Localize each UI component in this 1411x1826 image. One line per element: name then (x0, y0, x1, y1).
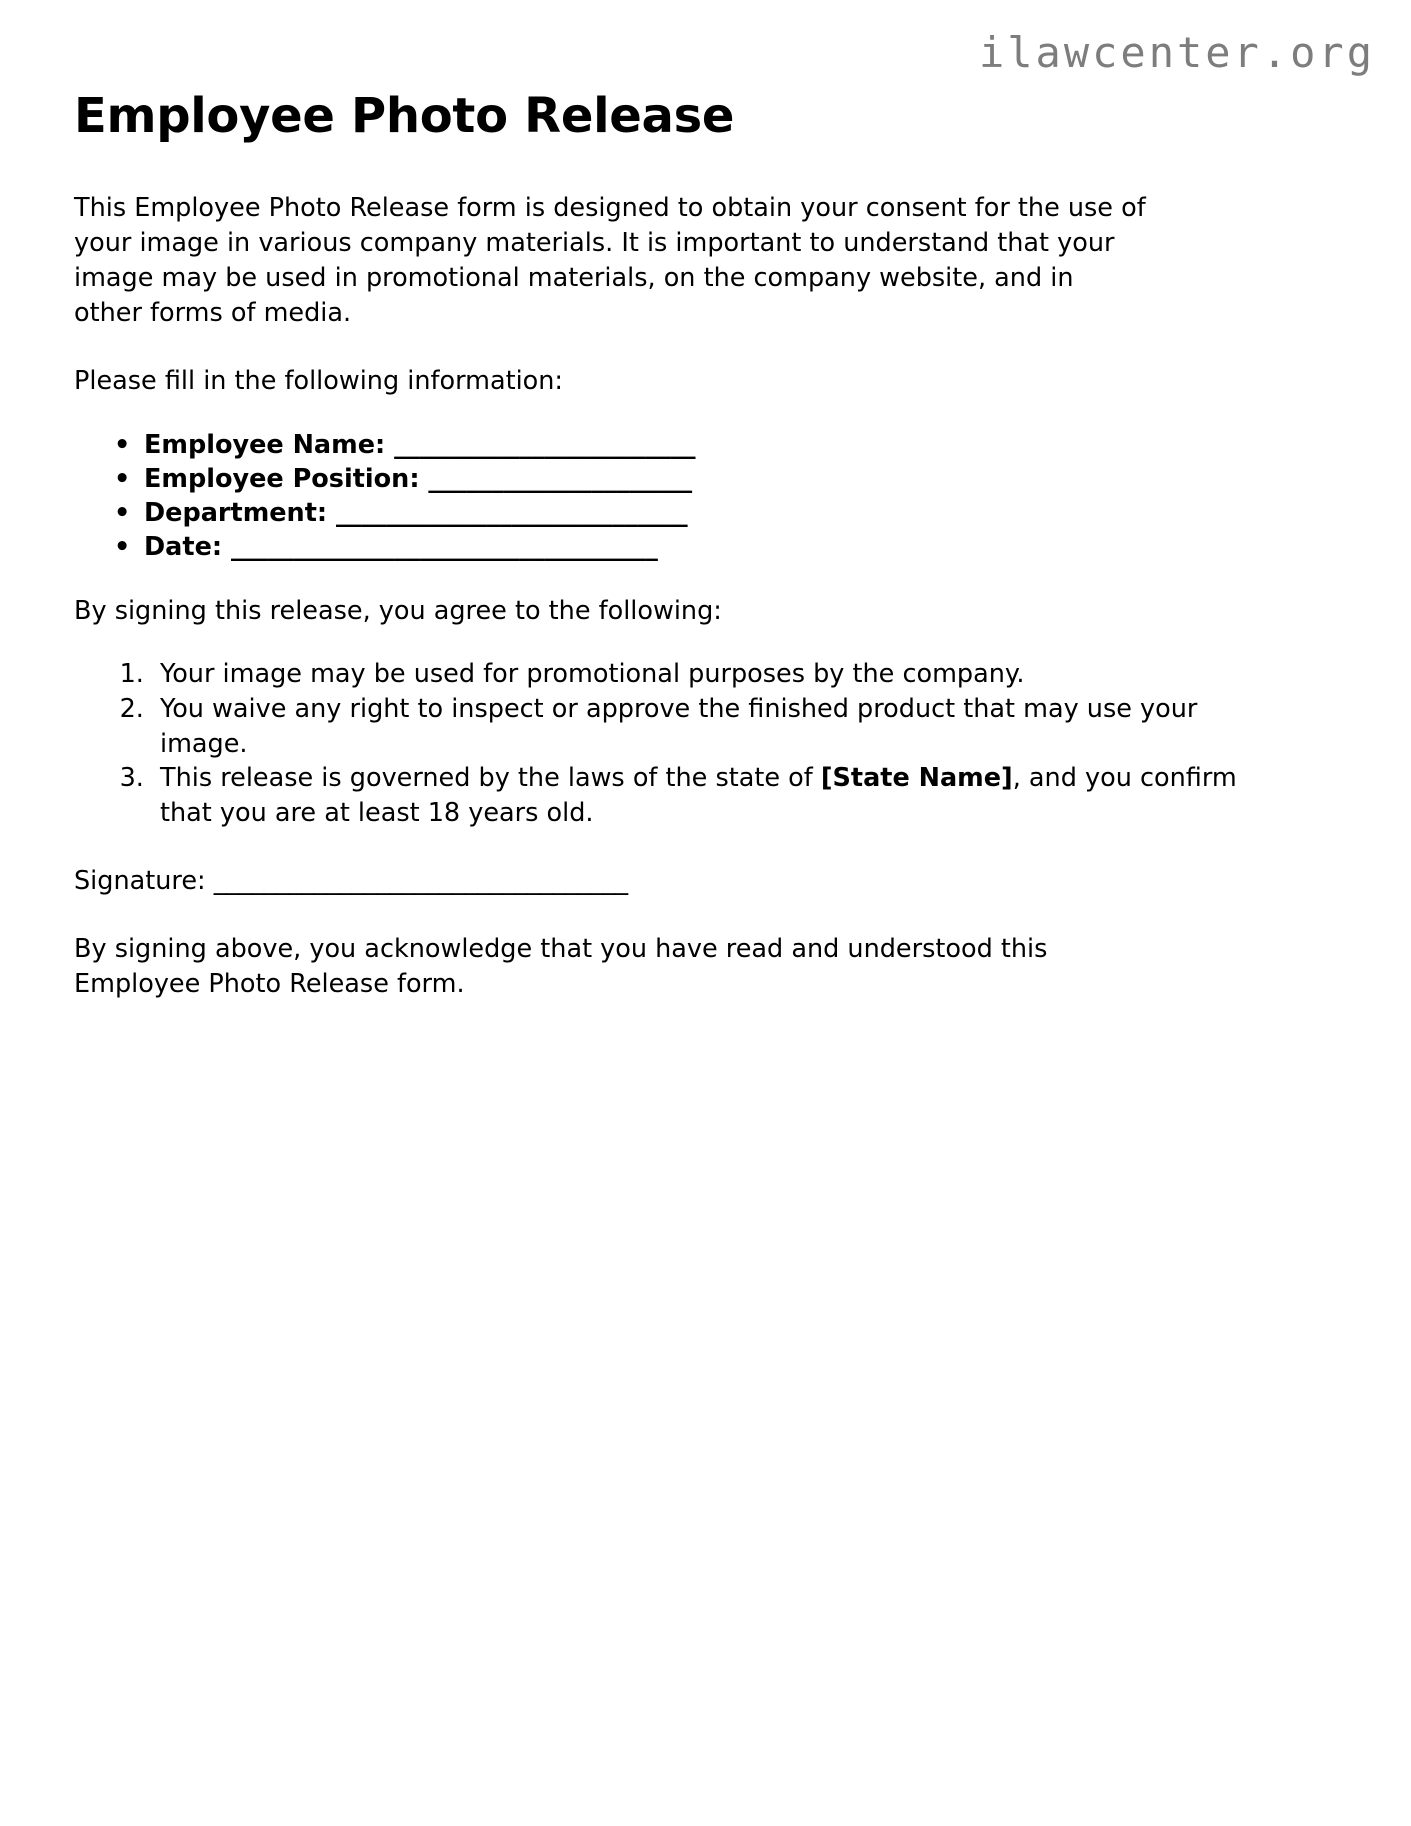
list-item (152, 692, 1242, 761)
list-item (152, 761, 1242, 830)
field-blank-employee-position[interactable]: _____________________ (428, 463, 692, 494)
fill-in-fields-list (74, 428, 1329, 565)
field-blank-date[interactable]: __________________________________ (230, 532, 658, 563)
intro-paragraph: This Employee Photo Release form is designed to obtain your consent for the use of your image in various company materials. It is important to understand that your image may be used in promotional materials, on the company website, and in other forms of media. (74, 192, 1146, 329)
fill-prompt: Please fill in the following information: (74, 366, 564, 397)
term-placeholder-state-name: [State Name] (820, 763, 1013, 794)
field-label-employee-name: Employee Name: (144, 429, 386, 460)
field-blank-employee-name[interactable]: ________________________ (394, 429, 696, 460)
field-blank-department[interactable]: ____________________________ (336, 497, 688, 528)
field-label-date: Date: (144, 532, 223, 563)
agreement-prompt: By signing this release, you agree to the following: (74, 596, 722, 627)
agreement-terms-list (74, 657, 1242, 830)
signature-label: Signature: (74, 865, 206, 896)
list-item (110, 428, 1329, 462)
closing-paragraph: By signing above, you acknowledge that you have read and understood this Employee Photo Release form. (74, 933, 1048, 1000)
term-text-1: Your image may be used for promotional purposes by the company. (160, 659, 1025, 690)
term-text-3-after: , and you confirm that you are at least 18 years old. (160, 763, 1237, 829)
signature-line (74, 864, 1329, 899)
list-item (110, 462, 1329, 496)
field-label-department: Department: (144, 497, 328, 528)
term-text-2: You waive any right to inspect or approve the finished product that may use your image. (160, 694, 1198, 759)
term-text-3-before: This release is governed by the laws of the state of (160, 763, 821, 794)
list-item (152, 657, 1242, 692)
list-item (110, 530, 1329, 564)
page-title: Employee Photo Release (74, 88, 735, 144)
field-label-employee-position: Employee Position: (144, 463, 420, 494)
list-item (110, 496, 1329, 530)
document-body (74, 88, 1329, 1035)
site-watermark: ilawcenter.org (978, 28, 1375, 77)
signature-blank[interactable]: _________________________________ (213, 865, 628, 896)
